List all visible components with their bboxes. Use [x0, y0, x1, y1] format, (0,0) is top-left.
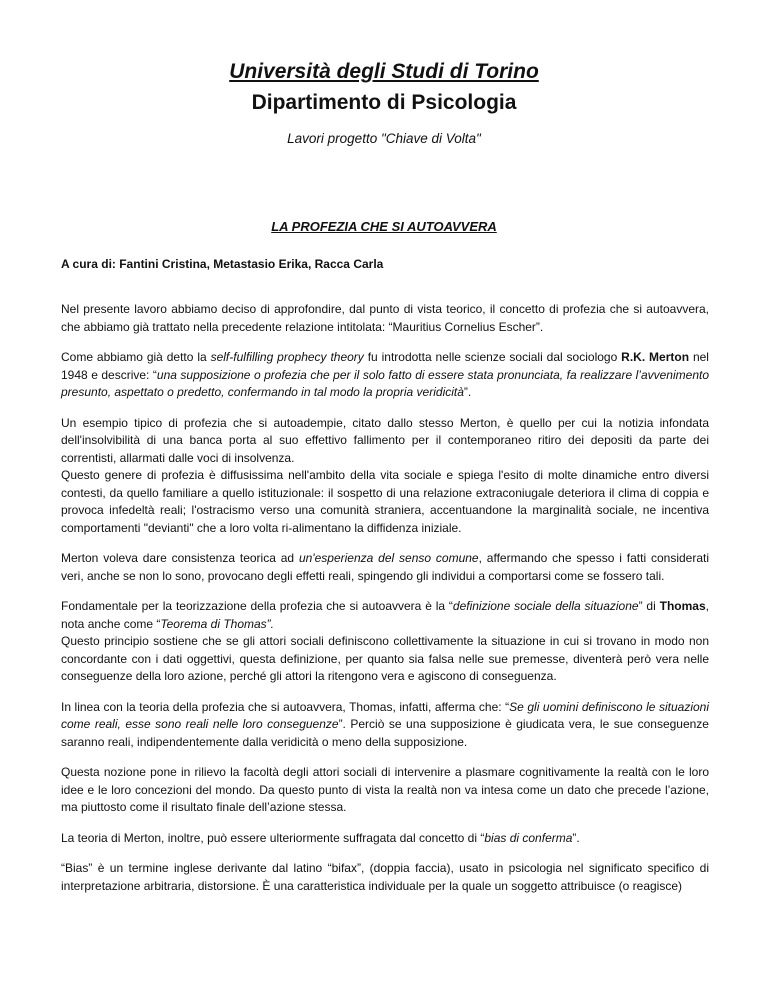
document-title: LA PROFEZIA CHE SI AUTOAVVERA: [271, 219, 497, 234]
p2-text-g: ”.: [463, 385, 472, 399]
paragraph-2: [61, 349, 709, 402]
paragraph-3: Un esempio tipico di profezia che si autoadempie, citato dallo stesso Merton, è quello per cui la notizia infondata dell'insolvibilità di una banca porta al suo effettivo fallimento per il contemporaneo ritiro dei depositi da parte dei correntisti, allarmati dalle voci di insolvenza.: [61, 415, 709, 465]
p2-text-c: fu introdotta nelle scienze sociali dal sociologo: [363, 350, 622, 364]
document-body: [61, 301, 709, 908]
paragraph-7: Questo principio sostiene che se gli attori sociali definiscono collettivamente la situazione in cui si trovano in modo non concordante con i dati oggettivi, questa definizione, per quanto sia falsa nelle sue premesse, diventerà però vera nelle conseguenze della loro azione, perché gli attori la ritengono vera e agiscono di conseguenza.: [61, 634, 709, 683]
university-name: Università degli Studi di Torino: [229, 60, 539, 83]
p6-text-a: Fondamentale per la teorizzazione della profezia che si autoavvera è la “: [61, 599, 453, 613]
paragraph-4: Questo genere di profezia è diffusissima nell'ambito della vita sociale e spiega l'esito di molte dinamiche entro diversi contesti, da quello familiare a quello istituzionale: il sospetto di una relazione extraconiugale deteriora il clima di coppia e provoca infedeltà reali; l'ostracismo verso una comunità straniera, accentuandone la marginalità sociale, ne incentiva comportamenti "devianti" che a loro volta ri-alimentano la diffidenza iniziale.: [61, 468, 709, 535]
paragraph-11: “Bias” è un termine inglese derivante dal latino “bifax”, (doppia faccia), usato in psicologia nel significato specifico di interpretazione arbitraria, distorsione. È una caratteristica individuale per la quale un soggetto attribuisce (o reagisce): [61, 861, 709, 893]
p2-text-e: nel 1948 e descrive: “: [61, 350, 709, 382]
p6-emphasis: definizione sociale della situazione: [452, 599, 639, 613]
p10-emphasis: bias di conferma: [484, 830, 573, 845]
paragraph-5: [61, 550, 709, 585]
paragraph-10: [61, 830, 709, 848]
p6-text-c: ” di: [638, 599, 660, 613]
p2-author-name: R.K. Merton: [621, 350, 690, 364]
authors-line: A cura di: Fantini Cristina, Metastasio Erika, Racca Carla: [61, 257, 384, 271]
p6-text-e: , nota anche come “: [61, 599, 709, 631]
p8-text-c: ”. Perciò se una supposizione è giudicata vera, le sue conseguenze saranno reali, indipendentemente dalla veridicità o meno della supposizione.: [61, 717, 709, 749]
p6-author-name: Thomas: [659, 599, 706, 613]
project-subtitle: Lavori progetto "Chiave di Volta": [287, 131, 481, 146]
paragraph-8: [61, 699, 709, 752]
paragraph-6: [61, 598, 709, 633]
p10-text-c: ”.: [572, 830, 580, 845]
p2-theory-name: self-fulfilling prophecy theory: [210, 350, 364, 364]
p5-text-c: , affermando che spesso i fatti considerati veri, anche se non lo sono, provocano degli effetti reali, spingendo gli individui a comportarsi come se fossero tali.: [61, 551, 709, 583]
paragraph-1: Nel presente lavoro abbiamo deciso di approfondire, dal punto di vista teorico, il concetto di profezia che si autoavvera, che abbiamo già trattato nella precedente relazione intitolata: “Mauritius Cornelius Escher”.: [61, 302, 709, 334]
department-name: Dipartimento di Psicologia: [251, 91, 517, 114]
p6-theorem-name: Teorema di Thomas”.: [160, 616, 275, 631]
p8-text-a: In linea con la teoria della profezia che si autoavvera, Thomas, infatti, afferma che: “: [61, 699, 510, 714]
paragraph-9: Questa nozione pone in rilievo la facoltà degli attori sociali di intervenire a plasmare cognitivamente la realtà con le loro idee e le loro concezioni del mondo. Da questo punto di vista la realtà non va intesa come un dato che precede l’azione, ma piuttosto come il risultato finale dell’azione stessa.: [61, 765, 709, 814]
p2-quote: una supposizione o profezia che per il solo fatto di essere stata pronunciata, fa realizzare l’avvenimento presunto, aspettato o predetto, confermando in tal modo la propria veridicità: [61, 367, 710, 399]
p2-text-a: Come abbiamo già detto la: [61, 350, 211, 364]
p5-text-a: Merton voleva dare consistenza teorica ad: [61, 551, 299, 565]
p8-quote: Se gli uomini definiscono le situazioni come reali, esse sono reali nelle loro conseguenze: [61, 699, 709, 731]
p5-emphasis: un'esperienza del senso comune: [298, 551, 479, 565]
p10-text-a: La teoria di Merton, inoltre, può essere ulteriormente suffragata dal concetto di “: [61, 830, 485, 845]
